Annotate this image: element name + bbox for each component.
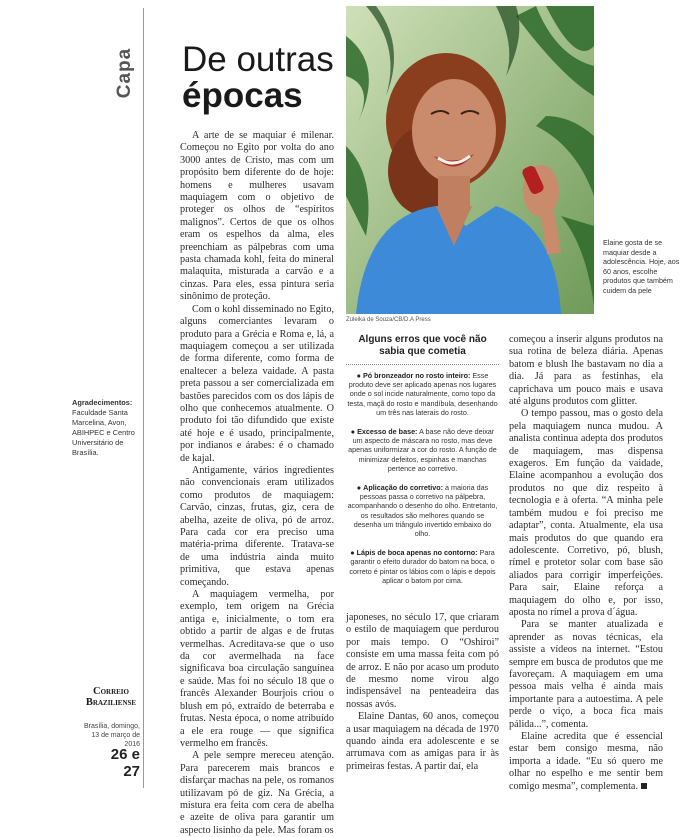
paragraph: A arte de se maquiar é milenar. Começou no Egito por volta do ano 3000 antes de Cristo, mas com um propósito bem diferente do de hoje: homens e mulheres usavam maquiagem com o objetivo de proteger os olhos de “espíritos malignos”. Certos de que os olhos eram os espelhos da alma, eles preenchiam as pálpebras com uma pasta chamada kohl, feita do mineral malaquita, misturada a carvão e a cinzas. Para eles, essa pintura seria sinônimo de proteção. [180, 130, 334, 303]
acknowledgements [72, 398, 140, 458]
margin-rule [143, 8, 144, 788]
paragraph: A maquiagem vermelha, por exemplo, tem origem na Grécia antiga e, inicialmente, o tom era obtido a partir de algas e de frutas vermelhas. Acreditava-se que o uso da cor avermelhada na face significava boa circulação sanguínea e saúde. Mas foi no século 18 que o francês Alexander Bourjois criou o blush em pó, extraído de beterraba e frutas. Nesta época, o nome atribuído a ele era rouge — que significa vermelho em francês. [180, 589, 334, 749]
tip-item [346, 371, 499, 417]
tip-lead: Pó bronzeador no rosto inteiro: [362, 371, 471, 380]
headline-line-2: épocas [182, 76, 303, 115]
paragraph: Com o kohl disseminado no Egito, alguns comerciantes levaram o produto para a Grécia e Roma e, lá, a maquiagem começou a ser utilizada de forma diferente, como forma de enaltecer a beleza vaidade. A pasta preta passou a ser comercializada em bastões parecidos com os dos lápis de olho que conhecemos atualmente. O produto foi tão difundido que existe até hoje e é usado, principalmente, por indianos e árabes: é o chamado de kajal. [180, 303, 334, 464]
paragraph: O tempo passou, mas o gosto dela pela maquiagem nunca mudou. A analista continua adepta dos produtos de maquiagem, mas dispensa exageros. Em função da vaidade, Elaine acompanhou a evolução dos produtos no que diz respeito à tecnologia e à oferta. “A minha pele também mudou e foi preciso me adaptar”, conta. Atualmente, ela usa mais produtos do que quando era adolescente. Corretivo, pó, blush, rímel e protetor solar com base são aliados para corrigir imperfeições. Para sair, Elaine reforça a maquiagem do olho e, por isso, aposta no rímel a prova d´água. [509, 408, 663, 618]
photo-credit: Zuleika de Souza/CB/D.A Press [346, 317, 431, 323]
page-number: 26 e 27 [110, 746, 140, 780]
tips-title: Alguns erros que você não sabia que cometia [358, 334, 487, 357]
tip-text: a maioria das pessoas passa o corretivo na pálpebra, acompanhando o desenho do olho. Entretanto, os resultados são melhores quando se desenha um triângulo invertido embaixo do olho. [347, 483, 498, 539]
newspaper-name-line2: Braziliense [85, 697, 137, 708]
paragraph: A pele sempre mereceu atenção. Para parecerem mais brancos e disfarçar machas na pele, os romanos utilizavam pó de giz. Na Grécia, a mistura era feita com cera de abelha e azeite de oliva para garantir um aspecto lisinho da pele. Mas foram os [180, 750, 334, 836]
bullet-icon: ● [350, 427, 356, 437]
article-column-right [509, 334, 663, 793]
tip-lead: Aplicação do corretivo: [363, 483, 444, 493]
end-of-article-icon [641, 783, 647, 789]
headline [182, 42, 342, 114]
tip-text: A base não deve deixar um aspecto de máscara no rosto, mas deve apenas uniformizar a cor do rosto. A função de minimizar defeitos, espinhas e manchas pertence ao corretivo. [348, 427, 497, 473]
section-tag-label: Capa [114, 47, 135, 99]
paragraph: Antigamente, vários ingredientes não convencionais eram utilizados como produtos de maquiagem: Carvão, cinzas, frutas, giz, cera de abelha, azeite de oliva, pó de arroz. Para cada cor era preciso uma matéria-prima diferente. Tratava-se de uma indústria ainda muito primitiva, que estava apenas começando. [180, 464, 334, 588]
tip-lead: Excesso de base: [357, 427, 418, 437]
newspaper-date: Brasília, domingo, 13 de março de 2016 [83, 723, 140, 748]
paragraph: Elaine Dantas, 60 anos, começou a usar maquiagem na década de 1970 quando ainda era adolescente e se arrumava com as amigas para ir às primeiras festas. A partir daí, ela [346, 711, 499, 772]
paragraph: japoneses, no século 17, que criaram o estilo de maquiagem que perdurou por mais tempo. O “Oshiroi” consiste em uma massa feita com pó de arroz. E não por acaso um produto de mesmo nome virou algo indispensável na penteadeira das nossas avós. [346, 612, 499, 710]
headline-line-1: De outras [182, 40, 334, 79]
tip-item [346, 548, 499, 585]
acknowledgements-title: Agradecimentos: [72, 398, 133, 407]
article-column-left [180, 130, 334, 837]
paragraph-text: Elaine acredita que é essencial estar bem consigo mesma, não importa a idade. “Eu só quero me olhar no espelho e me sentir bem comigo mesma”, complementa. [509, 731, 663, 792]
paragraph [509, 731, 663, 793]
portrait-illustration [346, 6, 594, 314]
tip-text: Para garantir o efeito durador do batom na boca, o correto é pintar os lábios com o lápis e depois aplicar o batom por cima. [349, 548, 496, 585]
tip-item [346, 427, 499, 473]
tips-list [346, 364, 499, 585]
paragraph: começou a inserir alguns produtos na sua rotina de beleza diária. Apenas batom e blush lhe bastavam no dia a dia. Já para as festinhas, ela caprichava um pouco mais e usava até alguns produtos com glitter. [509, 334, 663, 408]
tip-item [346, 483, 499, 538]
paragraph: Para se manter atualizada e aprender as novas técnicas, ela assiste a vídeos na internet. “Estou sempre em busca de produtos que me favoreçam. A maquiagem em uma pessoa mais velha é ainda mais importante para a autoestima. A pele perde o viço, a boca fica mais pálida...”, comenta. [509, 619, 663, 730]
section-tag [112, 38, 138, 108]
tip-text: Esse produto deve ser aplicado apenas nos lugares onde o sol incide naturalmente, como topo da testa, maçã do rosto e mandíbula, desenhando um três nas laterais do rosto. [347, 371, 498, 417]
tip-lead: Lápis de boca apenas no contorno: [356, 548, 478, 558]
bullet-icon: ● [356, 483, 362, 493]
tips-box [346, 328, 499, 596]
bullet-icon: ● [356, 371, 361, 380]
acknowledgements-text: Faculdade Santa Marcelina, Avon, ABIHPEC e Centro Universitário de Brasília. [72, 408, 135, 457]
newspaper-logo [82, 686, 140, 708]
newspaper-name-line1: Correio [93, 686, 129, 697]
portrait-photo [346, 6, 594, 314]
article-column-middle [346, 612, 499, 773]
bullet-icon: ● [350, 548, 355, 558]
photo-caption: Elaine gosta de se maquiar desde a adolescência. Hoje, aos 60 anos, escolhe produtos que também cuidem da pele [603, 238, 680, 295]
